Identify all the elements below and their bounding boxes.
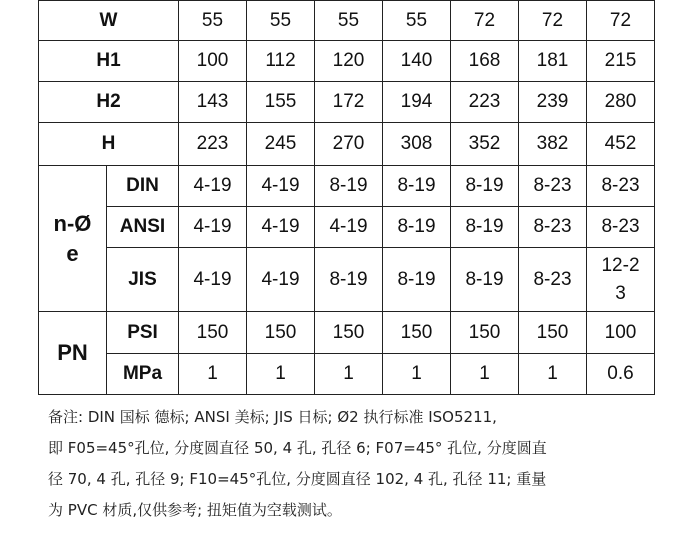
cell: 223 xyxy=(451,82,519,123)
footnote-line: 即 F05=45°孔位, 分度圆直径 50, 4 孔, 孔径 6; F07=45° 孔位, 分度圆直 xyxy=(48,439,547,457)
cell: 150 xyxy=(519,312,587,354)
cell: 140 xyxy=(383,41,451,82)
cell: 4-19 xyxy=(179,166,247,207)
cell: 112 xyxy=(247,41,315,82)
footnote-line: 备注: DIN 国标 德标; ANSI 美标; JIS 日标; Ø2 执行标准 ISO5211, xyxy=(48,408,497,426)
cell: 4-19 xyxy=(247,248,315,312)
cell: 100 xyxy=(179,41,247,82)
cell xyxy=(587,248,655,312)
row-label-psi: PSI xyxy=(107,312,179,354)
cell: 172 xyxy=(315,82,383,123)
cell: 8-23 xyxy=(587,207,655,248)
spec-table xyxy=(38,0,655,395)
cell: 8-19 xyxy=(383,248,451,312)
row-label-mpa: MPa xyxy=(107,354,179,395)
cell: 150 xyxy=(247,312,315,354)
cell: 1 xyxy=(383,354,451,395)
cell: 55 xyxy=(179,1,247,41)
cell: 308 xyxy=(383,123,451,166)
cell: 181 xyxy=(519,41,587,82)
cell: 150 xyxy=(315,312,383,354)
footnote-line: 为 PVC 材质,仅供参考; 扭矩值为空载测试。 xyxy=(48,501,342,519)
row-h xyxy=(39,123,655,166)
row-h1 xyxy=(39,41,655,82)
cell: 8-19 xyxy=(315,166,383,207)
cell: 1 xyxy=(451,354,519,395)
cell: 1 xyxy=(315,354,383,395)
cell: 150 xyxy=(451,312,519,354)
cell: 382 xyxy=(519,123,587,166)
cell: 215 xyxy=(587,41,655,82)
cell: 352 xyxy=(451,123,519,166)
bolt-label-line2: e xyxy=(66,240,79,266)
cell: 8-23 xyxy=(519,207,587,248)
cell: 1 xyxy=(519,354,587,395)
cell: 194 xyxy=(383,82,451,123)
row-label-h1: H1 xyxy=(39,41,179,82)
cell: 4-19 xyxy=(179,248,247,312)
cell: 72 xyxy=(587,1,655,41)
row-label-h: H xyxy=(39,123,179,166)
row-label-h2: H2 xyxy=(39,82,179,123)
cell: 55 xyxy=(315,1,383,41)
cell: 8-19 xyxy=(451,248,519,312)
cell: 120 xyxy=(315,41,383,82)
row-din xyxy=(39,166,655,207)
cell: 55 xyxy=(247,1,315,41)
row-label-w: W xyxy=(39,1,179,41)
cell: 55 xyxy=(383,1,451,41)
cell: 4-19 xyxy=(179,207,247,248)
row-label-din: DIN xyxy=(107,166,179,207)
cell: 150 xyxy=(383,312,451,354)
cell: 223 xyxy=(179,123,247,166)
cell: 8-19 xyxy=(383,166,451,207)
cell: 1 xyxy=(247,354,315,395)
row-label-jis: JIS xyxy=(107,248,179,312)
cell-wrapped: 12-23 xyxy=(601,254,640,304)
cell: 155 xyxy=(247,82,315,123)
cell: 0.6 xyxy=(587,354,655,395)
cell: 8-23 xyxy=(519,248,587,312)
row-mpa xyxy=(39,354,655,395)
cell: 280 xyxy=(587,82,655,123)
group-label-pn: PN xyxy=(39,312,107,395)
cell: 4-19 xyxy=(315,207,383,248)
cell: 150 xyxy=(179,312,247,354)
cell: 168 xyxy=(451,41,519,82)
cell: 239 xyxy=(519,82,587,123)
cell: 452 xyxy=(587,123,655,166)
cell: 4-19 xyxy=(247,207,315,248)
row-h2 xyxy=(39,82,655,123)
cell: 8-19 xyxy=(451,207,519,248)
row-ansi xyxy=(39,207,655,248)
row-psi xyxy=(39,312,655,354)
row-label-ansi: ANSI xyxy=(107,207,179,248)
cell: 8-19 xyxy=(383,207,451,248)
cell: 143 xyxy=(179,82,247,123)
cell: 1 xyxy=(179,354,247,395)
group-label-bolt xyxy=(39,166,107,312)
footnote xyxy=(48,402,688,526)
cell: 8-19 xyxy=(451,166,519,207)
cell: 245 xyxy=(247,123,315,166)
cell: 270 xyxy=(315,123,383,166)
cell: 72 xyxy=(519,1,587,41)
cell: 8-19 xyxy=(315,248,383,312)
cell: 8-23 xyxy=(587,166,655,207)
bolt-label-line1: n-Ø xyxy=(53,210,92,236)
cell: 72 xyxy=(451,1,519,41)
cell: 8-23 xyxy=(519,166,587,207)
cell: 100 xyxy=(587,312,655,354)
row-jis xyxy=(39,248,655,312)
row-w xyxy=(39,1,655,41)
footnote-line: 径 70, 4 孔, 孔径 9; F10=45°孔位, 分度圆直径 102, 4 孔, 孔径 11; 重量 xyxy=(48,470,547,488)
cell: 4-19 xyxy=(247,166,315,207)
